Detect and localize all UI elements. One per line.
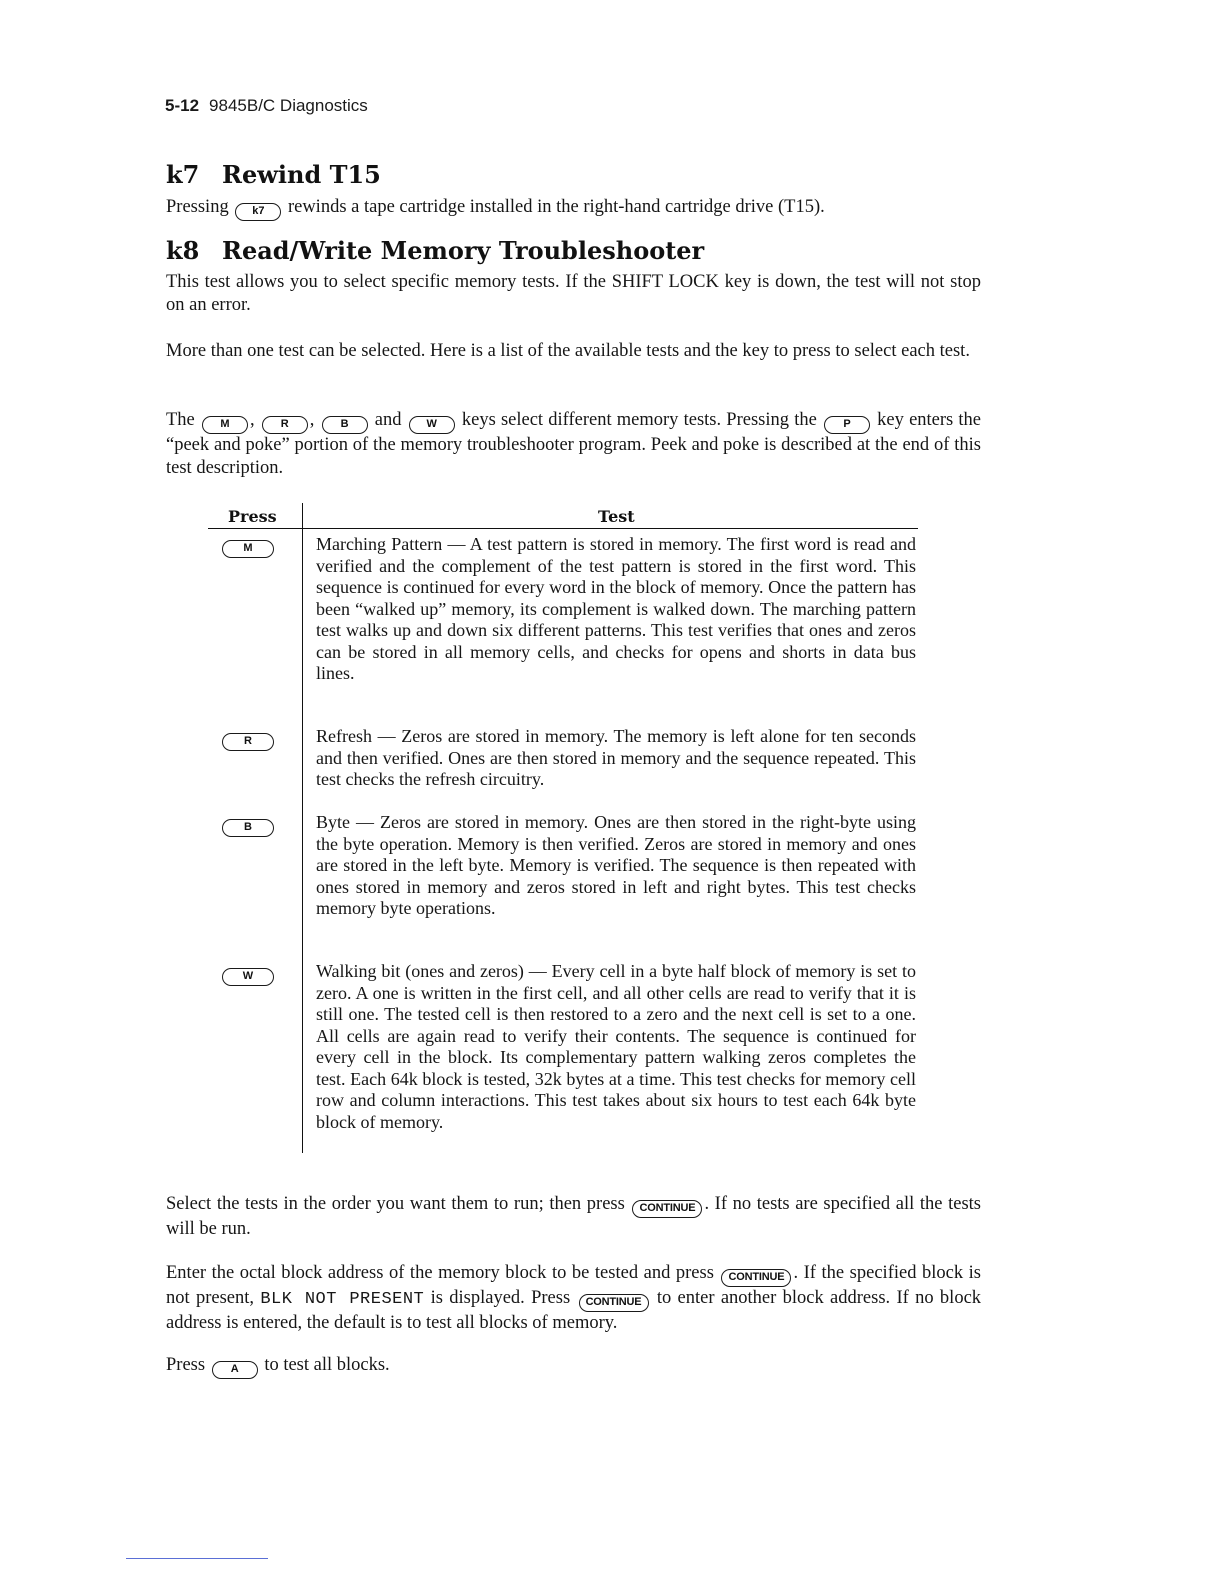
k7-key-icon: k7	[235, 203, 281, 221]
text: Pressing	[166, 197, 229, 217]
k8-intro-paragraph: This test allows you to select specific memory tests. If the SHIFT LOCK key is down, the test will not stop on an error.	[166, 272, 981, 315]
w-key-icon: W	[409, 416, 455, 434]
table-row-text: Refresh — Zeros are stored in memory. The memory is left alone for ten seconds and then verified. Ones are then stored in memory and the sequence repeated. This test checks the refresh circuitry.	[316, 726, 916, 789]
text: Enter the octal block address of the memory block to be tested and press	[166, 1263, 714, 1283]
text: Press	[166, 1355, 206, 1375]
table-row-key	[222, 815, 274, 837]
column-header-press: Press	[228, 507, 277, 526]
text: ,	[309, 410, 315, 430]
continue-key-icon: CONTINUE	[721, 1269, 791, 1287]
p-key-icon: P	[824, 416, 870, 434]
enter-paragraph	[166, 1262, 981, 1335]
section-heading-k7	[166, 160, 381, 189]
section-heading-k8	[166, 236, 704, 265]
k8-keys-paragraph	[166, 409, 981, 480]
text: keys select different memory tests. Pressing the	[461, 410, 817, 430]
column-header-test: Test	[598, 507, 635, 526]
table-divider-horizontal	[208, 528, 918, 529]
section-number: k7	[166, 160, 200, 189]
r-key-icon: R	[222, 733, 274, 751]
table-row-text: Marching Pattern — A test pattern is stored in memory. The first word is read and verified and the complement of the test pattern is stored in the first word. This sequence is continued for every word in the block of memory. Once the pattern has been “walked up” memory, its complement is walked down. The marching pattern test walks up and down six different patterns. This test verifies that ones and zeros can be stored in all memory cells, and checks for opens and shorts in data bus lines.	[316, 534, 916, 683]
table-row-text: Byte — Zeros are stored in memory. Ones are then stored in the right-byte using the byte operation. Memory is then verified. Zeros are stored in memory and ones are stored in the left byte. Memory is verified. The sequence is then repeated with ones stored in memory and zeros stored in left and right bytes. This test checks memory byte operations.	[316, 812, 916, 918]
section-title: Read/Write Memory Troubleshooter	[222, 236, 705, 265]
table-row-key	[222, 729, 274, 751]
b-key-icon: B	[222, 819, 274, 837]
text: rewinds a tape cartridge installed in the right-hand cartridge drive (T15).	[287, 197, 825, 217]
w-key-icon: W	[222, 968, 274, 986]
memory-tests-table	[208, 503, 918, 1153]
blk-not-present-message: BLK NOT PRESENT	[260, 1290, 425, 1309]
header-title: 9845B/C Diagnostics	[209, 96, 368, 115]
table-row-key	[222, 536, 274, 558]
continue-key-icon: CONTINUE	[579, 1294, 649, 1312]
text: . If no tests are specified all the tests will be run.	[166, 1194, 981, 1239]
m-key-icon: M	[202, 416, 248, 434]
section-number: k8	[166, 236, 200, 265]
text: . If the specified block is not present,	[166, 1263, 982, 1308]
select-paragraph	[166, 1193, 981, 1241]
footer-rule	[126, 1558, 268, 1559]
k7-paragraph	[166, 196, 981, 221]
page-number: 5-12	[165, 96, 200, 115]
continue-key-icon: CONTINUE	[632, 1200, 702, 1218]
m-key-icon: M	[222, 540, 274, 558]
text: key enters the “peek and poke” portion of the memory troubleshooter program. Peek and poke is described at the end of this test description.	[166, 410, 982, 478]
section-title: Rewind T15	[222, 160, 381, 189]
table-row-text: Walking bit (ones and zeros) — Every cell in a byte half block of memory is set to zero. A one is written in the first cell, and all other cells are read to verify that it is still one. The tested cell is then restored to a zero and the next cell is set to a one. All cells are again read to verify their contents. The sequence is continued for every cell in the block. Its complementary pattern walking zeros completes the test. Each 64k block is tested, 32k bytes at a time. This test checks for memory cell row and column interactions. This test takes about six hours to test each 64k byte block of memory.	[316, 961, 916, 1132]
r-key-icon: R	[262, 416, 308, 434]
text: to test all blocks.	[264, 1355, 390, 1375]
a-key-icon: A	[212, 1361, 258, 1379]
b-key-icon: B	[322, 416, 368, 434]
text: Select the tests in the order you want them to run; then press	[166, 1194, 625, 1214]
text: ,	[249, 410, 255, 430]
running-head	[165, 96, 368, 116]
text: to enter another block address. If no block address is entered, the default is to test all blocks of memory.	[166, 1288, 982, 1333]
text: The	[166, 410, 195, 430]
text: and	[374, 410, 402, 430]
table-row-key	[222, 964, 274, 986]
k8-more-paragraph: More than one test can be selected. Here is a list of the available tests and the key to press to select each test.	[166, 341, 970, 361]
press-a-paragraph	[166, 1354, 981, 1379]
table-divider-vertical	[302, 503, 303, 1153]
text: is displayed. Press	[430, 1288, 571, 1308]
